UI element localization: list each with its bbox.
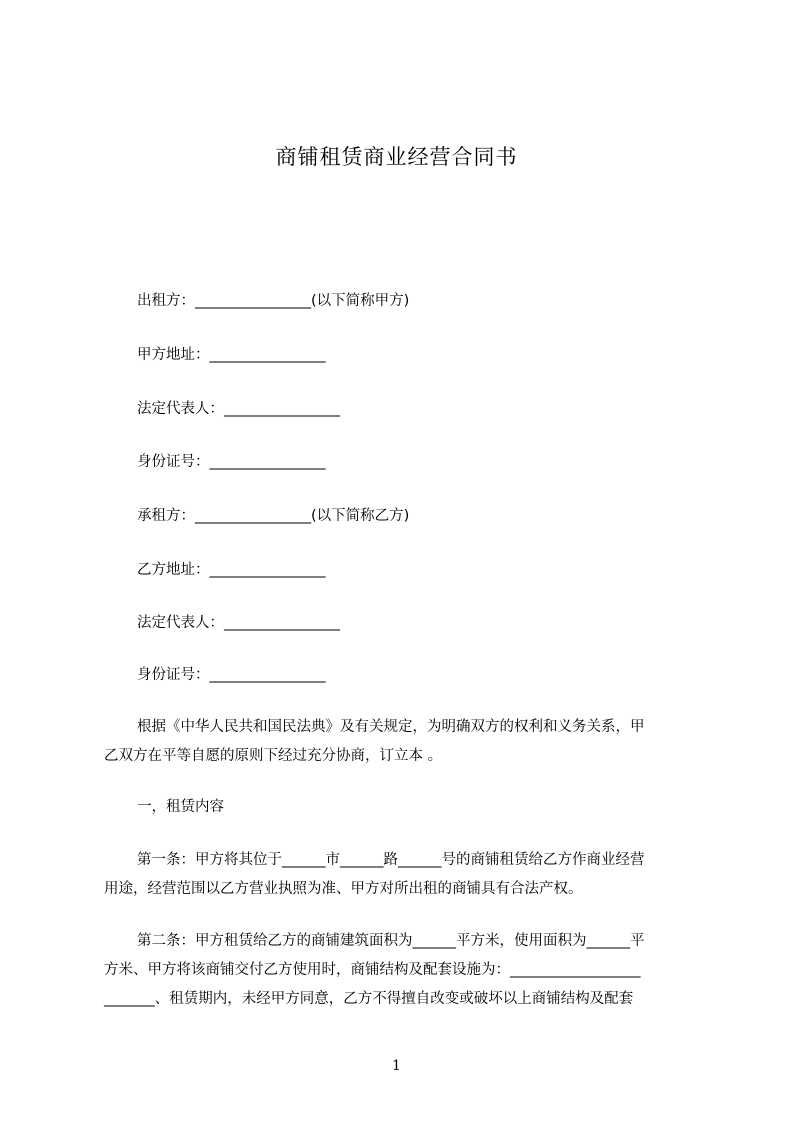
lessor-field: 出租方：________________(以下简称甲方)	[137, 293, 410, 309]
article-line: 用途，经营范围以乙方营业执照为准、甲方对所出租的商铺具有合法产权。	[104, 881, 583, 897]
article-line: 第一条：甲方将其位于______市______路______号的商铺租赁给乙方作商业经营	[137, 852, 645, 868]
article-2-paragraph	[104, 927, 701, 1014]
article-1-paragraph	[104, 846, 701, 904]
lessee-id-number-field: 身份证号：________________	[137, 667, 326, 683]
lessor-legal-rep-field: 法定代表人：________________	[137, 401, 340, 417]
article-line: _______、租赁期内，未经甲方同意，乙方不得擅自改变或破坏以上商铺结构及配套	[104, 991, 634, 1007]
lessee-legal-rep-field: 法定代表人：________________	[137, 615, 340, 631]
lessee-field: 承租方：________________(以下简称乙方)	[137, 508, 410, 524]
section-heading: 一，租赁内容	[137, 799, 224, 815]
lessor-address-field: 甲方地址：________________	[137, 347, 326, 363]
document-title: 商铺租赁商业经营合同书	[275, 145, 518, 169]
page-number: 1	[392, 1058, 401, 1074]
lessee-address-field: 乙方地址：________________	[137, 562, 326, 578]
preamble-line: 根据《中华人民共和国民法典》及有关规定，为明确双方的权利和义务关系，甲	[137, 719, 645, 735]
article-line: 第二条：甲方租赁给乙方的商铺建筑面积为______平方米，使用面积为______平	[137, 933, 645, 949]
preamble-line: 乙双方在平等自愿的原则下经过充分协商，订立本 。	[104, 748, 443, 764]
lessor-id-number-field: 身份证号：________________	[137, 454, 326, 470]
article-line: 方米、甲方将该商铺交付乙方使用时，商铺结构及配套设施为：__________________	[104, 962, 641, 978]
preamble-paragraph	[104, 713, 701, 771]
